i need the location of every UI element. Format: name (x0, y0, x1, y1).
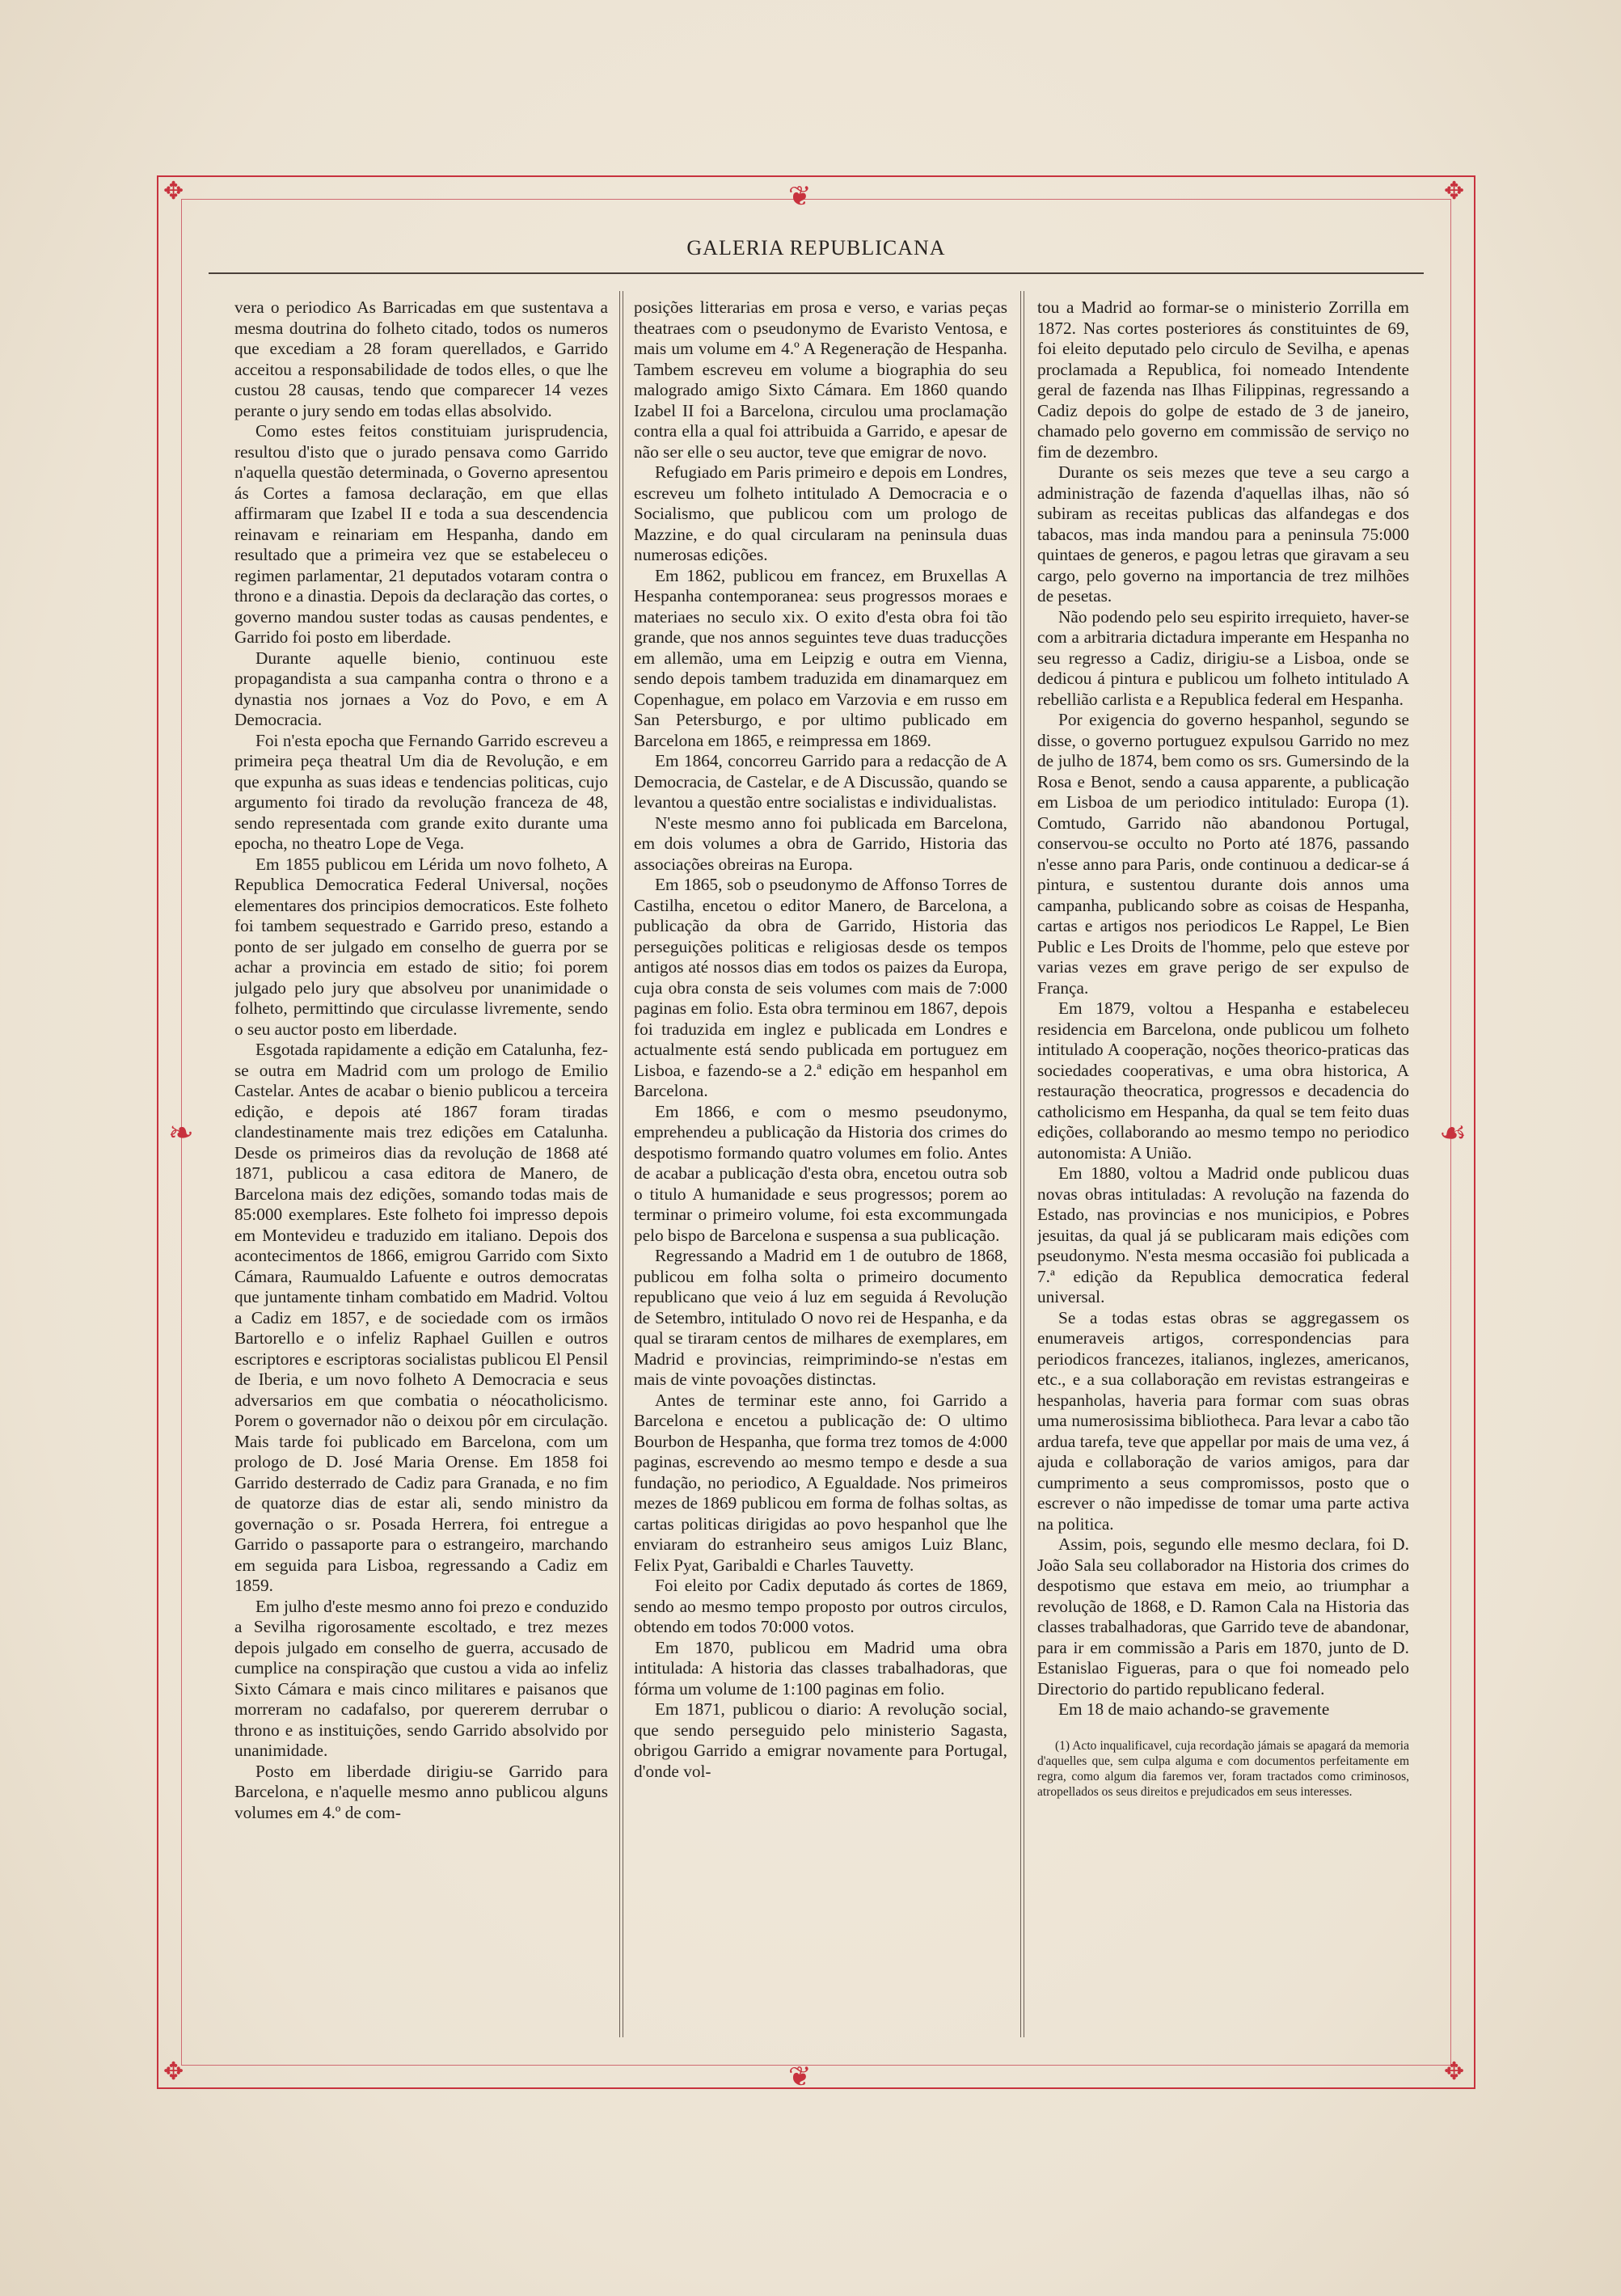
paragraph: Por exigencia do governo hespanhol, segundo se disse, o governo portuguez expulsou Garrido no mez de julho de 1874, bem como os srs. Gumersindo de la Rosa e Benot, sendo a causa apparente, a publicação em Lisboa de um periodico intitulado: Europa (1). Comtudo, Garrido não abandonou Portugal, conservou-se occulto no Porto até 1876, passando n'esse anno para Paris, onde continuou a dedicar-se á pintura, e sustentou durante dois annos uma campanha, publicando sobre as coisas de Hespanha, cartas e artigos nos periodicos Le Rappel, Le Bien Public e Les Droits de l'homme, pelo que esteve por varias vezes em grave perigo de ser expulso de França. (1037, 710, 1409, 998)
paragraph: Em 1855 publicou em Lérida um novo folheto, A Republica Democratica Federal Universal, noções elementares dos principios democraticos. Este folheto foi tambem sequestrado e Garrido preso, estando a ponto de ser julgado em conselho de guerra por se achar a provincia em estado de sitio; foi porem julgado pelo jury que absolveu por unanimidade o folheto, permittindo que circulasse livremente, sendo o seu auctor posto em liberdade. (234, 854, 608, 1039)
page-title: GALERIA REPUBLICANA (686, 236, 946, 260)
paragraph: Como estes feitos constituiam jurisprudencia, resultou d'isto que o jurado pensava como Garrido n'aquella questão determinada, o Governo apresentou ás Cortes a famosa declaração, em que ellas affirmaram que Izabel II e toda a sua descendencia reinavam e reinariam em Hespanha, dando em resultado que a primeira vez que se estabeleceu o regimen parlamentar, 21 deputados votaram contra o throno e a dinastia. Depois da declaração das cortes, o governo mandou suster todas as causas pendentes, e Garrido foi posto em liberdade. (234, 421, 608, 647)
footnote (1037, 1738, 1409, 1800)
paragraph: Antes de terminar este anno, foi Garrido a Barcelona e encetou a publicação de: O ultimo Bourbon de Hespanha, que forma trez tomos de 4:000 paginas, escrevendo ao mesmo tempo e desde a sua fundação, no periodico, A Egualdade. Nos primeiros mezes de 1869 publicou em forma de folhas soltas, as cartas politicas dirigidas ao povo hespanhol que lhe enviaram do estranheiro seus amigos Luiz Blanc, Felix Pyat, Garibaldi e Charles Tauvetty. (634, 1390, 1007, 1575)
corner-ornament-icon: ✥ (163, 177, 184, 205)
paragraph: tou a Madrid ao formar-se o ministerio Zorrilla em 1872. Nas cortes posteriores ás constituintes de 69, foi eleito deputado pelo circulo de Sevilha, e apenas proclamada a Republica, foi nomeado Intendente geral de fazenda nas Ilhas Filippinas, regressando a Cadiz depois do golpe de estado de 3 de janeiro, chamado pelo governo em commissão de serviço no fim de dezembro. (1037, 298, 1409, 462)
top-center-ornament-icon: ❦ (788, 180, 812, 213)
paragraph: Foi eleito por Cadix deputado ás cortes de 1869, sendo ao mesmo tempo proposto por outros circulos, obtendo em todos 70:000 votos. (634, 1576, 1007, 1636)
paragraph: Em 18 de maio achando-se gravemente (1058, 1699, 1330, 1719)
corner-ornament-icon: ✥ (1444, 177, 1465, 205)
bottom-center-ornament-icon: ❦ (788, 2061, 812, 2093)
paragraph: Esgotada rapidamente a edição em Catalunha, fez-se outra em Madrid com um prologo de Emilio Castelar. Antes de acabar o bienio publicou a terceira edição, e depois até 1867 foram tiradas clandestinamente mais trez edições em Catalunha. Desde os primeiros dias da revolução de 1868 até 1871, publicou a casa editora de Manero, de Barcelona mais dez edições, somando todas mais de 85:000 exemplares. Este folheto foi impresso depois em Montevideu e traduzido em italiano. Depois dos acontecimentos de 1866, emigrou Garrido com Sixto Cámara, Raumualdo Lafuente e outros democratas que juntamente tinham combatido em Madrid. Voltou a Cadiz em 1857, e de sociedade com os irmãos Bartorello e o infeliz Raphael Guillen e outros escriptores e escriptoras socialistas publicou El Pensil de Iberia, e um novo folheto A Democracia e seus adversarios em que combatia o néocatholicismo. Porem o governador não o deixou pôr em circulação. Mais tarde foi publicado em Barcelona, com um prologo de D. José Maria Orense. Em 1858 foi Garrido desterrado de Cadiz para Granada, e no fim de quatorze dias de estar ali, sendo ministro da governação o sr. Posada Herrera, foi entregue a Garrido o passaporte para o estrangeiro, marchando em seguida para Lisboa, regressando a Cadiz em 1859. (234, 1040, 608, 1595)
paragraph: Em julho d'este mesmo anno foi prezo e conduzido a Sevilha rigorosamente escoltado, e trez mezes depois julgado em conselho de guerra, accusado de cumplice na conspiração que custou a vida ao infeliz Sixto Cámara e mais cinco militares e paisanos que morreram no cadafalso, por quererem derrubar o throno e as instituições, sendo Garrido absolvido por unanimidade. (234, 1596, 608, 1760)
column-divider (619, 291, 620, 2037)
paragraph: Durante os seis mezes que teve a seu cargo a administração de fazenda d'aquellas ilhas, não só subiram as receitas publicas das alfandegas e dos tabacos, mas inda mandou para a peninsula 75:000 quintaes de generos, e pagou letras que giravam a seu cargo, pelo governo na importancia de trez milhões de pesetas. (1037, 462, 1409, 606)
text-column-2 (634, 298, 1007, 2036)
header-rule (209, 272, 1424, 274)
paragraph: Se a todas estas obras se aggregassem os enumeraveis artigos, correspondencias para periodicos francezes, italianos, inglezes, americanos, etc., e a sua collaboração em revistas estrangeiras e hespanholas, haveria para formar com suas obras uma numerosissima bibliotheca. Para levar a cabo tão ardua tarefa, teve que appellar por mais de uma vez, á ajuda e collaboração de varios amigos, para dar cumprimento a seus compromissos, posto que o escrever o não impedisse de tomar uma parte activa na politica. (1037, 1307, 1409, 1534)
paragraph: Refugiado em Paris primeiro e depois em Londres, escreveu um folheto intitulado A Democracia e o Socialismo, que publicou com um prologo de Mazzine, e do qual circularam na peninsula duas numerosas edições. (634, 462, 1007, 564)
paragraph: Em 1879, voltou a Hespanha e estabeleceu residencia em Barcelona, onde publicou um folheto intitulado A cooperação, noções theorico-praticas das sociedades cooperativas, e uma obra historica, A restauração theocratica, progressos e decadencia do catholicismo em Hespanha, da qual se tem feito duas edições, collaborando ao mesmo tempo no periodico autonomista: A União. (1037, 998, 1409, 1163)
paragraph: Regressando a Madrid em 1 de outubro de 1868, publicou em folha solta o primeiro documento republicano que veio á luz em seguida á Revolução de Setembro, intitulado O novo rei de Hespanha, e da qual se tiraram centos de milhares de exemplares, em Madrid e provincias, reimprimindo-se n'estas em mais de vinte povoações distinctas. (634, 1246, 1007, 1389)
paragraph: Em 1866, e com o mesmo pseudonymo, emprehendeu a publicação da Historia dos crimes do despotismo formando quatro volumes em folio. Antes de acabar a publicação d'esta obra, encetou outra sob o titulo A humanidade e seus progressos; porem ao terminar o primeiro volume, foi esta excommungada pelo bispo de Barcelona e suspensa a sua publicação. (634, 1101, 1007, 1245)
paragraph: Foi n'esta epocha que Fernando Garrido escreveu a primeira peça theatral Um dia de Revolução, e em que expunha as suas ideas e tendencias politicas, cujo argumento foi tirado da revolução franceza de 48, sendo representada com grande exito durante uma epocha, no theatro Lope de Vega. (234, 730, 608, 853)
paragraph: Em 1870, publicou em Madrid uma obra intitulada: A historia das classes trabalhadoras, que fórma um volume de 1:100 paginas em folio. (634, 1637, 1007, 1699)
paragraph: Posto em liberdade dirigiu-se Garrido para Barcelona, e n'aquelle mesmo anno publicou alguns volumes em 4.º de com- (234, 1761, 608, 1822)
corner-ornament-icon: ✥ (1444, 2058, 1465, 2086)
left-side-ornament-icon: ❧ (168, 1115, 194, 1150)
right-side-ornament-icon: ☙ (1439, 1115, 1467, 1150)
corner-ornament-icon: ✥ (163, 2058, 184, 2086)
paragraph: Em 1862, publicou em francez, em Bruxellas A Hespanha contemporanea: seus progressos moraes e materiaes no seculo xix. O exito d'esta obra foi tão grande, que nos annos seguintes teve duas traducções em allemão, uma em Leipzig e outra em Vienna, sendo depois tambem traduzida em dinamarquez em Copenhague, em polaco em Varzovia e em russo em San Petersburgo, e por ultimo publicado em Barcelona em 1865, e reimpressa em 1869. (634, 565, 1007, 750)
paragraph: Não podendo pelo seu espirito irrequieto, haver-se com a arbitraria dictadura imperante em Hespanha no seu regresso a Cadiz, dirigiu-se a Lisboa, onde se dedicou á pintura e publicou um folheto intitulado A rebellião carlista e a Republica federal em Hespanha. (1037, 606, 1409, 709)
text-column-1 (234, 298, 608, 2036)
footnote-text: (1) Acto inqualificavel, cuja recordação jámais se apagará da memoria d'aquelles que, sem culpa alguma e com documentos perfeitamente em regra, como algum dia faremos ver, foram tractados como criminosos, atropellados os seus direitos e prejudicados em seus interesses. (1037, 1738, 1409, 1799)
paragraph: Durante aquelle bienio, continuou este propagandista a sua campanha contra o throno e a dynastia nos jornaes a Voz do Povo, e em A Democracia. (234, 648, 608, 729)
paragraph: vera o periodico As Barricadas em que sustentava a mesma doutrina do folheto citado, todos os numeros que excediam a 28 foram querellados, e Garrido acceitou a responsabilidade de todos elles, o que lhe custou 28 causas, tendo que comparecer 14 vezes perante o jury sendo em todas ellas absolvido. (234, 298, 608, 420)
paragraph: Assim, pois, segundo elle mesmo declara, foi D. João Sala seu collaborador na Historia dos crimes do despotismo que estava em meio, ao triumphar a revolução de 1868, e D. Ramon Cala na Historia das classes trabalhadoras, que Garrido teve de abandonar, para ir em commissão a Paris em 1870, junto de D. Estanislao Figueras, para o que foi nomeado pelo Directorio do partido republicano federal. (1037, 1534, 1409, 1699)
paragraph: Em 1865, sob o pseudonymo de Affonso Torres de Castilha, encetou o editor Manero, de Barcelona, a publicação da obra de Garrido, Historia das perseguições politicas e religiosas desde os tempos antigos até nossos dias em todos os paizes da Europa, cuja obra consta de seis volumes com mais de 7:000 paginas em folio. Esta obra terminou em 1867, depois foi traduzida em inglez e publicada em Londres e actualmente está sendo publicada em portuguez em Lisboa, e fazendo-se a 2.ª edição em hespanhol em Barcelona. (634, 875, 1007, 1100)
paragraph: posições litterarias em prosa e verso, e varias peças theatraes com o pseudonymo de Evaristo Ventosa, e mais um volume em 4.º A Regeneração de Hespanha. Tambem escreveu em volume a biographia do seu malogrado amigo Sixto Cámara. Em 1860 quando Izabel II foi a Barcelona, circulou uma proclamação contra ella a qual foi attribuida a Garrido, e apesar de não ser elle o seu auctor, teve que emigrar de novo. (634, 298, 1007, 462)
paragraph: Em 1880, voltou a Madrid onde publicou duas novas obras intituladas: A revolução na fazenda do Estado, nas provincias e nos municipios, e Pobres jesuitas, da qual já se publicaram mais edições com pseudonymo. N'esta mesma occasião foi publicada a 7.ª edição da Republica democratica federal universal. (1037, 1163, 1409, 1306)
paragraph: N'este mesmo anno foi publicada em Barcelona, em dois volumes a obra de Garrido, Historia das associações obreiras na Europa. (634, 812, 1007, 874)
column-divider (1020, 291, 1021, 2037)
paragraph: Em 1864, concorreu Garrido para a redacção de A Democracia, de Castelar, e de A Discussão, quando se levantou a questão entre socialistas e individualistas. (634, 751, 1007, 812)
paragraph: Em 1871, publicou o diario: A revolução social, que sendo perseguido pelo ministerio Sagasta, obrigou Garrido a emigrar novamente para Portugal, d'onde vol- (634, 1699, 1007, 1781)
text-column-3 (1037, 298, 1409, 2036)
